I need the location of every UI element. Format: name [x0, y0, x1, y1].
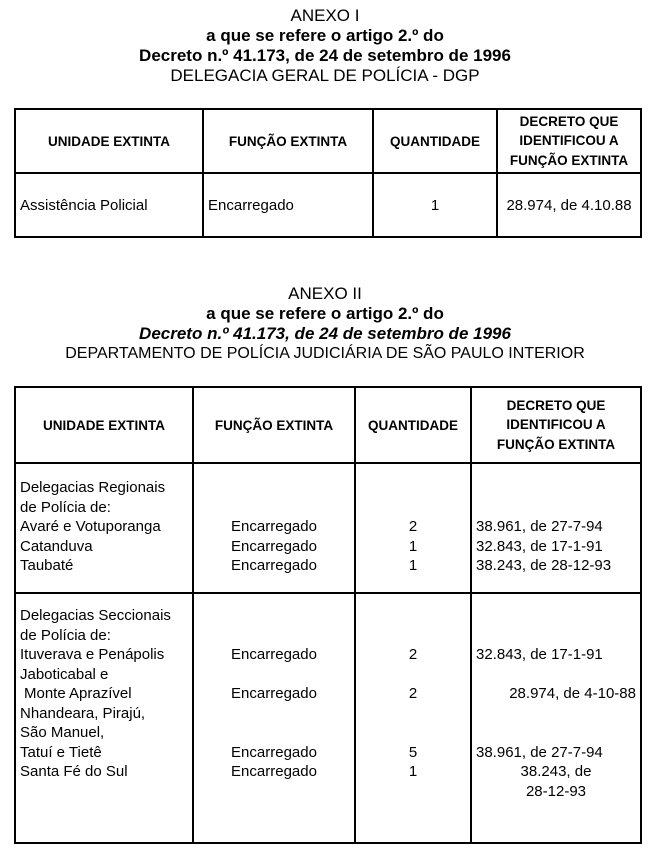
- anexo-2-decree: Decreto n.º 41.173, de 24 de setembro de 1996: [139, 324, 511, 343]
- quantidade-line: 2: [408, 518, 418, 535]
- decreto-line: 28.974, de 4-10-88: [509, 685, 636, 702]
- header-decreto-line-2: IDENTIFICOU A: [519, 133, 619, 149]
- unidade-line: de Polícia de:: [20, 498, 111, 516]
- unidade-line: Delegacias Seccionais: [20, 607, 171, 624]
- table-row: [15, 593, 641, 843]
- anexo-1-heading: [0, 6, 650, 86]
- cell-quantidade: [355, 463, 471, 593]
- decreto-line: 38.961, de 27-7-94: [476, 518, 603, 535]
- quantidade-line: 1: [408, 763, 418, 780]
- anexo-1-title: ANEXO I: [290, 6, 360, 25]
- cell-unidade: Assistência Policial: [15, 173, 203, 237]
- header-decreto-line-3: FUNÇÃO EXTINTA: [509, 152, 629, 168]
- unidade-line: Nhandeara, Pirajú,: [20, 704, 146, 722]
- anexo-2-department: DEPARTAMENTO DE POLÍCIA JUDICIÁRIA DE SÃO PAULO INTERIOR: [65, 345, 585, 362]
- unidade-line: Ituverava e Penápolis: [20, 646, 165, 663]
- cell-decreto: [471, 463, 641, 593]
- header-unidade: UNIDADE EXTINTA: [15, 109, 203, 173]
- cell-funcao: Encarregado: [203, 173, 373, 237]
- header-decreto-line-1: DECRETO QUE: [506, 397, 606, 413]
- unidade-line: Avaré e Votuporanga: [20, 518, 161, 535]
- unidade-line: Monte Aprazível: [24, 685, 132, 702]
- decreto-line: 38.243, de: [520, 763, 592, 780]
- unidade-line: Santa Fé do Sul: [20, 763, 128, 780]
- cell-unidade: [15, 593, 193, 843]
- cell-unidade: [15, 463, 193, 593]
- anexo-2-title: ANEXO II: [288, 284, 362, 303]
- cell-decreto: 28.974, de 4.10.88: [497, 173, 641, 237]
- funcao-line: Encarregado: [231, 646, 317, 663]
- cell-quantidade: 1: [373, 173, 497, 237]
- anexo-1-reference: a que se refere o artigo 2.º do: [206, 26, 444, 45]
- quantidade-line: 1: [408, 537, 418, 555]
- header-decreto-line-2: IDENTIFICOU A: [506, 417, 606, 433]
- decreto-line: 38.961, de 27-7-94: [476, 743, 603, 761]
- quantidade-line: 2: [408, 685, 418, 702]
- quantidade-line: 1: [408, 557, 418, 574]
- cell-funcao: [193, 463, 355, 593]
- decreto-line: 32.843, de 17-1-91: [476, 537, 603, 555]
- anexo-1-department: DELEGACIA GERAL DE POLÍCIA - DGP: [170, 66, 480, 85]
- funcao-line: Encarregado: [231, 743, 317, 761]
- anexo-2-heading: [0, 284, 650, 364]
- header-decreto: [471, 387, 641, 463]
- cell-funcao: [193, 593, 355, 843]
- decreto-line: 28-12-93: [525, 782, 587, 800]
- header-funcao: FUNÇÃO EXTINTA: [193, 387, 355, 463]
- anexo-2-reference: a que se refere o artigo 2.º do: [206, 304, 444, 323]
- header-unidade: UNIDADE EXTINTA: [15, 387, 193, 463]
- decreto-line: 32.843, de 17-1-91: [476, 646, 603, 663]
- unidade-line: Delegacias Regionais: [20, 479, 166, 496]
- unidade-line: Taubaté: [20, 557, 74, 574]
- anexo-1-decree: Decreto n.º 41.173, de 24 de setembro de 1996: [139, 46, 511, 65]
- funcao-line: Encarregado: [231, 685, 317, 702]
- anexo-2-table: [14, 386, 642, 844]
- table-header-row: [15, 387, 641, 463]
- unidade-line: São Manuel,: [20, 724, 105, 741]
- decreto-line: 38.243, de 28-12-93: [476, 557, 612, 574]
- header-quantidade: QUANTIDADE: [373, 109, 497, 173]
- unidade-line: Jaboticabal e: [20, 665, 109, 683]
- quantidade-line: 2: [408, 646, 418, 663]
- cell-quantidade: [355, 593, 471, 843]
- anexo-1-table: [14, 108, 642, 238]
- table-row: [15, 463, 641, 593]
- cell-decreto: [471, 593, 641, 843]
- header-funcao: FUNÇÃO EXTINTA: [203, 109, 373, 173]
- funcao-line: Encarregado: [231, 537, 317, 555]
- funcao-line: Encarregado: [231, 518, 317, 535]
- quantidade-line: 5: [408, 743, 418, 761]
- unidade-line: de Polícia de:: [20, 626, 111, 644]
- unidade-line: Tatuí e Tietê: [20, 743, 102, 761]
- header-decreto-line-3: FUNÇÃO EXTINTA: [496, 436, 616, 452]
- funcao-line: Encarregado: [231, 557, 317, 574]
- unidade-line: Catanduva: [20, 537, 93, 555]
- header-quantidade: QUANTIDADE: [355, 387, 471, 463]
- funcao-line: Encarregado: [231, 763, 317, 780]
- table-header-row: [15, 109, 641, 173]
- header-decreto: [497, 109, 641, 173]
- table-row: [15, 173, 641, 237]
- header-decreto-line-1: DECRETO QUE: [519, 113, 619, 129]
